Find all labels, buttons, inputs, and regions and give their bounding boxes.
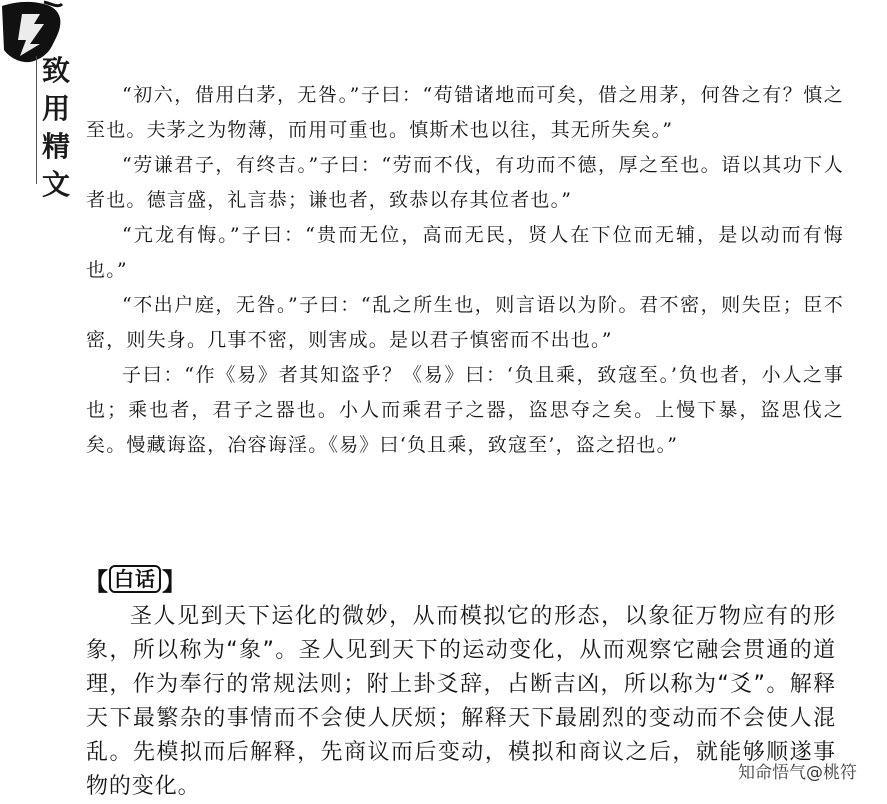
- vernacular-paragraph: 圣人见到天下运化的微妙，从而模拟它的形态，以象征万物应有的形象，所以称为“象”。圣人见到天下的运动变化，从而观察它融会贯通的道理，作为奉行的常规法则；附上卦爻辞，占断吉凶，所以称为“爻”。解释天下最繁杂的事情而不会使人厌烦；解释天下最剧烈的变动而不会使人混乱。先模拟而后解释，先商议而后变动，模拟和商议之后，就能够顺遂事物的变化。: [86, 604, 836, 799]
- series-title-char-1: 致: [41, 54, 70, 87]
- classical-paragraph-3: “亢龙有悔。”子曰：“贵而无位，高而无民，贤人在下位而无辅，是以动而有悔也。”: [86, 224, 844, 281]
- vernacular-text: [86, 600, 836, 804]
- classical-paragraph-1: “初六，借用白茅，无咎。”子曰：“苟错诸地而可矣，借之用茅，何咎之有？慎之至也。夫茅之为物薄，而用可重也。慎斯术也以往，其无所失矣。”: [86, 84, 844, 141]
- classical-paragraph-4: “不出户庭，无咎。”子曰：“乱之所生也，则言语以为阶。君不密，则失臣；臣不密，则失身。几事不密，则害成。是以君子慎密而不出也。”: [86, 294, 844, 351]
- section-bracket-right: 】: [162, 567, 186, 596]
- series-title-char-3: 精: [41, 130, 70, 163]
- sidebar-divider: [36, 56, 37, 184]
- series-title-char-2: 用: [41, 92, 70, 125]
- series-title-char-4: 文: [41, 168, 70, 201]
- classical-paragraph-2: “劳谦君子，有终吉。”子曰：“劳而不伐，有功而不德，厚之至也。语以其功下人者也。德言盛，礼言恭；谦也者，致恭以存其位者也。”: [86, 154, 844, 211]
- classical-text: [86, 78, 844, 463]
- classical-paragraph-5: 子曰：“作《易》者其知盗乎？《易》曰：‘负且乘，致寇至。’负也者，小人之事也；乘也者，君子之器也。小人而乘君子之器，盗思夺之矣。上慢下暴，盗思伐之矣。慢藏诲盗，冶容诲淫。《易》曰‘负且乘，致寇至’，盗之招也。”: [86, 364, 844, 456]
- section-bracket-left: 【: [84, 567, 108, 596]
- section-heading-vernacular: [84, 564, 186, 594]
- watermark-text: 知命悟气@桃符: [738, 763, 857, 783]
- section-label: 白话: [109, 565, 161, 593]
- series-title: [38, 52, 74, 204]
